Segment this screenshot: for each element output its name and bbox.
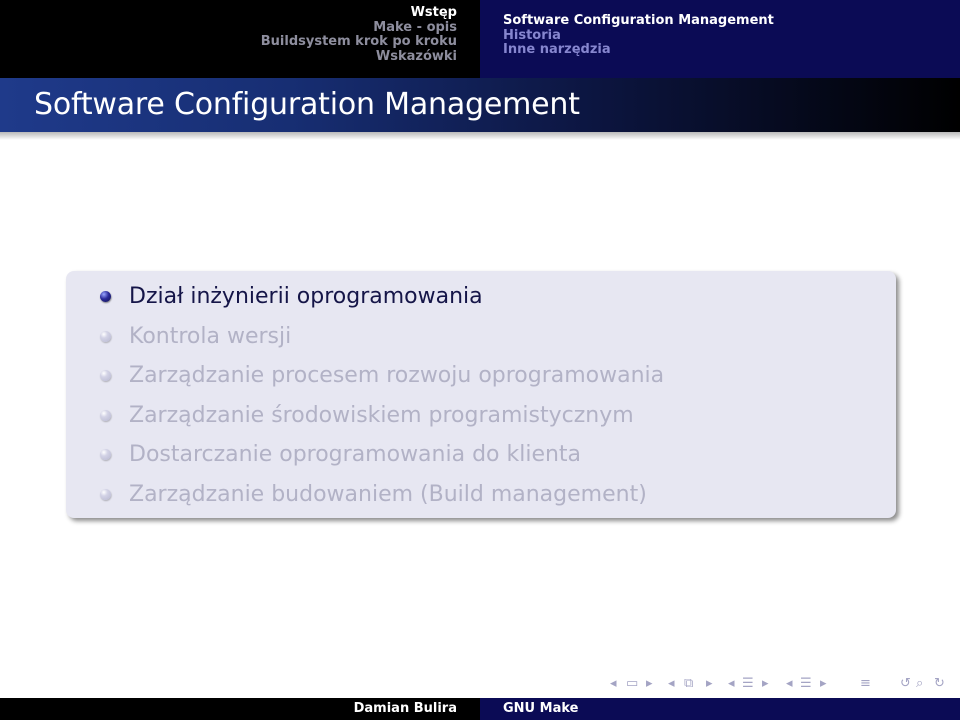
footer-title: GNU Make <box>480 698 960 720</box>
ball-bullet-icon <box>100 449 111 460</box>
footer-author: Damian Bulira <box>0 698 480 720</box>
nav-subsection-historia[interactable]: Historia <box>503 27 561 43</box>
next-section-arrow-icon[interactable]: ▸ <box>762 676 769 691</box>
prev-frame-arrow-icon[interactable]: ◂ <box>610 676 617 691</box>
align-icon[interactable]: ≡ <box>860 676 871 691</box>
subsection-icon[interactable]: ⧉ <box>684 676 694 691</box>
next-subsection-arrow-icon[interactable]: ▸ <box>706 676 713 691</box>
list-item <box>66 436 896 476</box>
list-item <box>66 357 896 397</box>
back-search-icon[interactable]: ↺ <box>900 676 911 691</box>
ball-bullet-icon <box>100 291 111 302</box>
list-item-text: Zarządzanie budowaniem (Build management) <box>129 481 647 507</box>
header-navigation-bar <box>0 0 960 78</box>
prev-subsection-arrow-icon[interactable]: ◂ <box>668 676 675 691</box>
section-icon[interactable]: ☰ <box>742 676 754 691</box>
title-bar-shadow <box>0 132 960 140</box>
subsection-navigation <box>480 0 960 78</box>
list-item-text: Zarządzanie środowiskiem programistycznym <box>129 402 634 428</box>
frame-icon[interactable]: ▭ <box>626 676 639 691</box>
frame-title-bar <box>0 78 960 132</box>
bullet-list <box>66 278 896 516</box>
prev-document-arrow-icon[interactable]: ◂ <box>786 676 793 691</box>
next-document-arrow-icon[interactable]: ▸ <box>820 676 827 691</box>
search-icon[interactable]: ⌕ <box>916 676 924 691</box>
section-navigation <box>0 0 480 78</box>
list-item <box>66 278 896 318</box>
nav-section-buildsystem[interactable]: Buildsystem krok po kroku <box>260 34 457 49</box>
ball-bullet-icon <box>100 489 111 500</box>
next-frame-arrow-icon[interactable]: ▸ <box>646 676 653 691</box>
nav-section-wskazowki[interactable]: Wskazówki <box>375 48 457 64</box>
nav-subsection-scm[interactable]: Software Configuration Management <box>503 13 774 28</box>
navigation-symbols <box>610 674 955 694</box>
nav-section-make-opis[interactable]: Make - opis <box>373 19 457 35</box>
footer-bar <box>0 698 960 720</box>
content-block <box>66 271 896 518</box>
ball-bullet-icon <box>100 370 111 381</box>
list-item-text: Dział inżynierii oprogramowania <box>129 284 483 309</box>
list-item-text: Dostarczanie oprogramowania do klienta <box>129 442 582 468</box>
list-item <box>66 397 896 437</box>
document-icon[interactable]: ☰ <box>800 676 812 691</box>
ball-bullet-icon <box>100 331 111 342</box>
list-item-text: Kontrola wersji <box>129 323 292 349</box>
list-item-text: Zarządzanie procesem rozwoju oprogramowania <box>129 363 665 389</box>
list-item <box>66 318 896 358</box>
ball-bullet-icon <box>100 410 111 421</box>
frame-title: Software Configuration Management <box>34 87 580 122</box>
forward-search-icon[interactable]: ↻ <box>934 676 945 691</box>
prev-section-arrow-icon[interactable]: ◂ <box>728 676 735 691</box>
nav-section-wstep[interactable]: Wstęp <box>410 5 457 20</box>
list-item <box>66 476 896 516</box>
nav-subsection-inne-narzedzia[interactable]: Inne narzędzia <box>503 42 611 57</box>
